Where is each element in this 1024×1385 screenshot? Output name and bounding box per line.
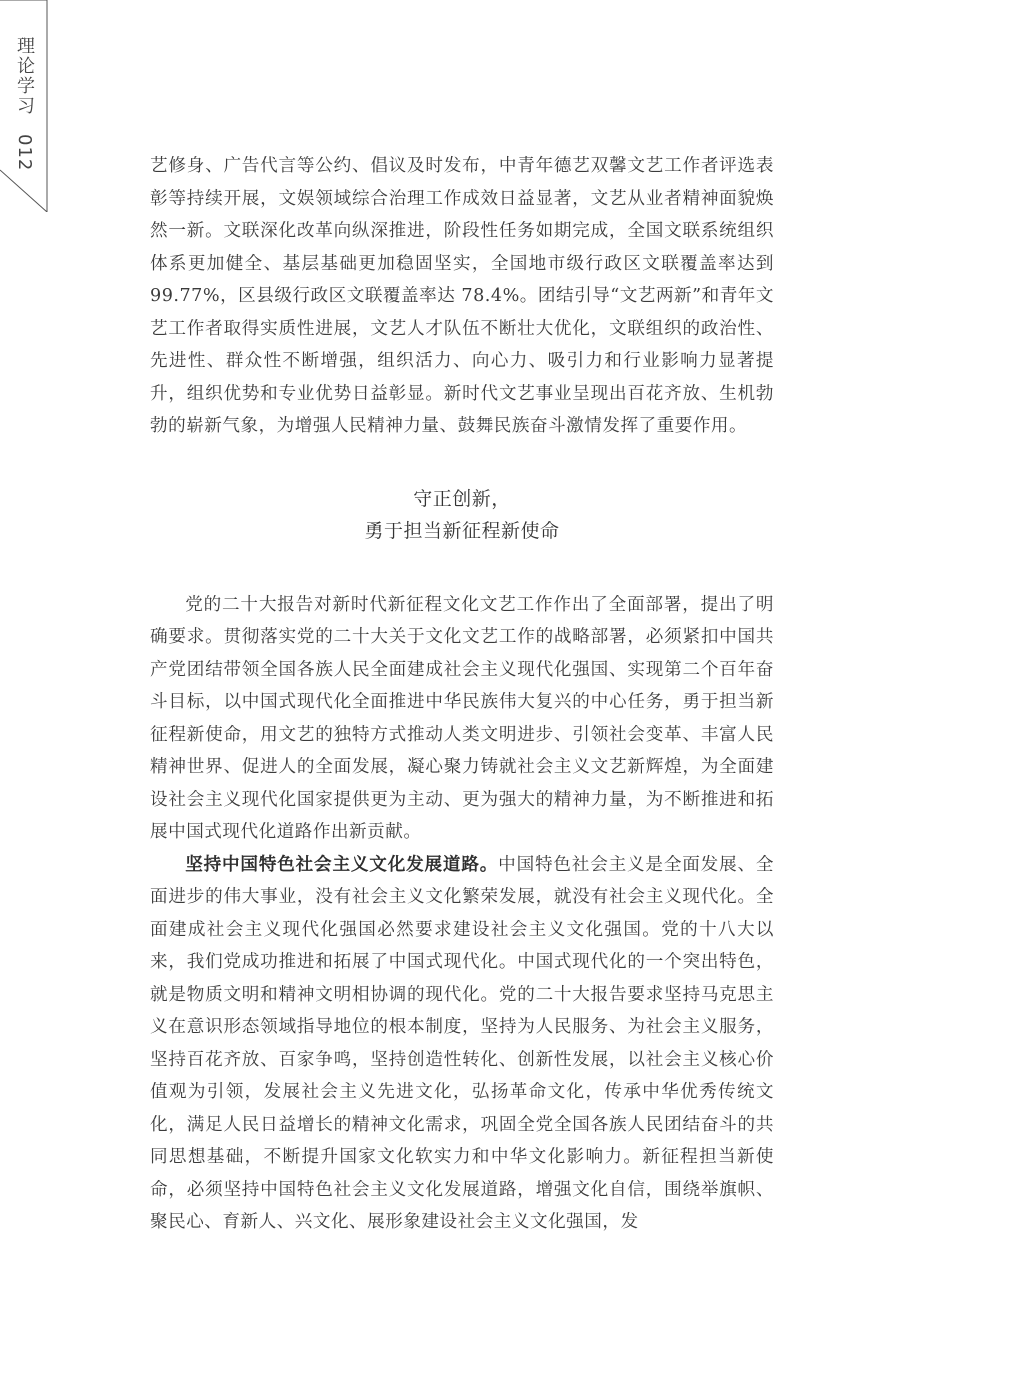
section-title: 理论学习	[14, 36, 35, 116]
paragraph-cultural-path	[150, 849, 774, 1239]
page-number: 012	[14, 134, 35, 172]
paragraph-body-text: 中国特色社会主义是全面发展、全面进步的伟大事业，没有社会主义文化繁荣发展，就没有社会主义现代化。全面建成社会主义现代化强国必然要求建设社会主义文化强国。党的十八大以来，我们党成功推进和拓展了中国式现代化。中国式现代化的一个突出特色，就是物质文明和精神文明相协调的现代化。党的二十大报告要求坚持马克思主义在意识形态领域指导地位的根本制度，坚持为人民服务、为社会主义服务，坚持百花齐放、百家争鸣，坚持创造性转化、创新性发展，以社会主义核心价值观为引领，发展社会主义先进文化，弘扬革命文化，传承中华优秀传统文化，满足人民日益增长的精神文化需求，巩固全党全国各族人民团结奋斗的共同思想基础，不断提升国家文化软实力和中华文化影响力。新征程担当新使命，必须坚持中国特色社会主义文化发展道路，增强文化自信，围绕举旗帜、聚民心、育新人、兴文化、展形象建设社会主义文化强国，发	[150, 854, 774, 1232]
paragraph-lead-heading: 坚持中国特色社会主义文化发展道路。	[185, 854, 499, 875]
section-label	[14, 36, 34, 171]
paragraph-intro: 党的二十大报告对新时代新征程文化文艺工作作出了全面部署，提出了明确要求。贯彻落实党的二十大关于文化文艺工作的战略部署，必须紧扣中国共产党团结带领全国各族人民全面建成社会主义现代化强国、实现第二个百年奋斗目标，以中国式现代化全面推进中华民族伟大复兴的中心任务，勇于担当新征程新使命，用文艺的独特方式推动人类文明进步、引领社会变革、丰富人民精神世界、促进人的全面发展，凝心聚力铸就社会主义文艺新辉煌，为全面建设社会主义现代化国家提供更为主动、更为强大的精神力量，为不断推进和拓展中国式现代化道路作出新贡献。	[150, 594, 774, 842]
heading-line-1: 守正创新，	[413, 487, 511, 510]
article-body	[150, 150, 774, 1239]
section-heading	[150, 483, 774, 547]
heading-line-2: 勇于担当新征程新使命	[364, 519, 560, 542]
paragraph-continued: 艺修身、广告代言等公约、倡议及时发布，中青年德艺双馨文艺工作者评选表彰等持续开展，文娱领域综合治理工作成效日益显著，文艺从业者精神面貌焕然一新。文联深化改革向纵深推进，阶段性任务如期完成，全国文联系统组织体系更加健全、基层基础更加稳固坚实，全国地市级行政区文联覆盖率达到 99.77%，区县级行政区文联覆盖率达 78.4%。团结引导“文艺两新”和青年文艺工作者取得实质性进展，文艺人才队伍不断壮大优化，文联组织的政治性、先进性、群众性不断增强，组织活力、向心力、吸引力和行业影响力显著提升，组织优势和专业优势日益彰显。新时代文艺事业呈现出百花齐放、生机勃勃的崭新气象，为增强人民精神力量、鼓舞民族奋斗激情发挥了重要作用。	[150, 156, 774, 436]
section-tab	[0, 0, 48, 212]
